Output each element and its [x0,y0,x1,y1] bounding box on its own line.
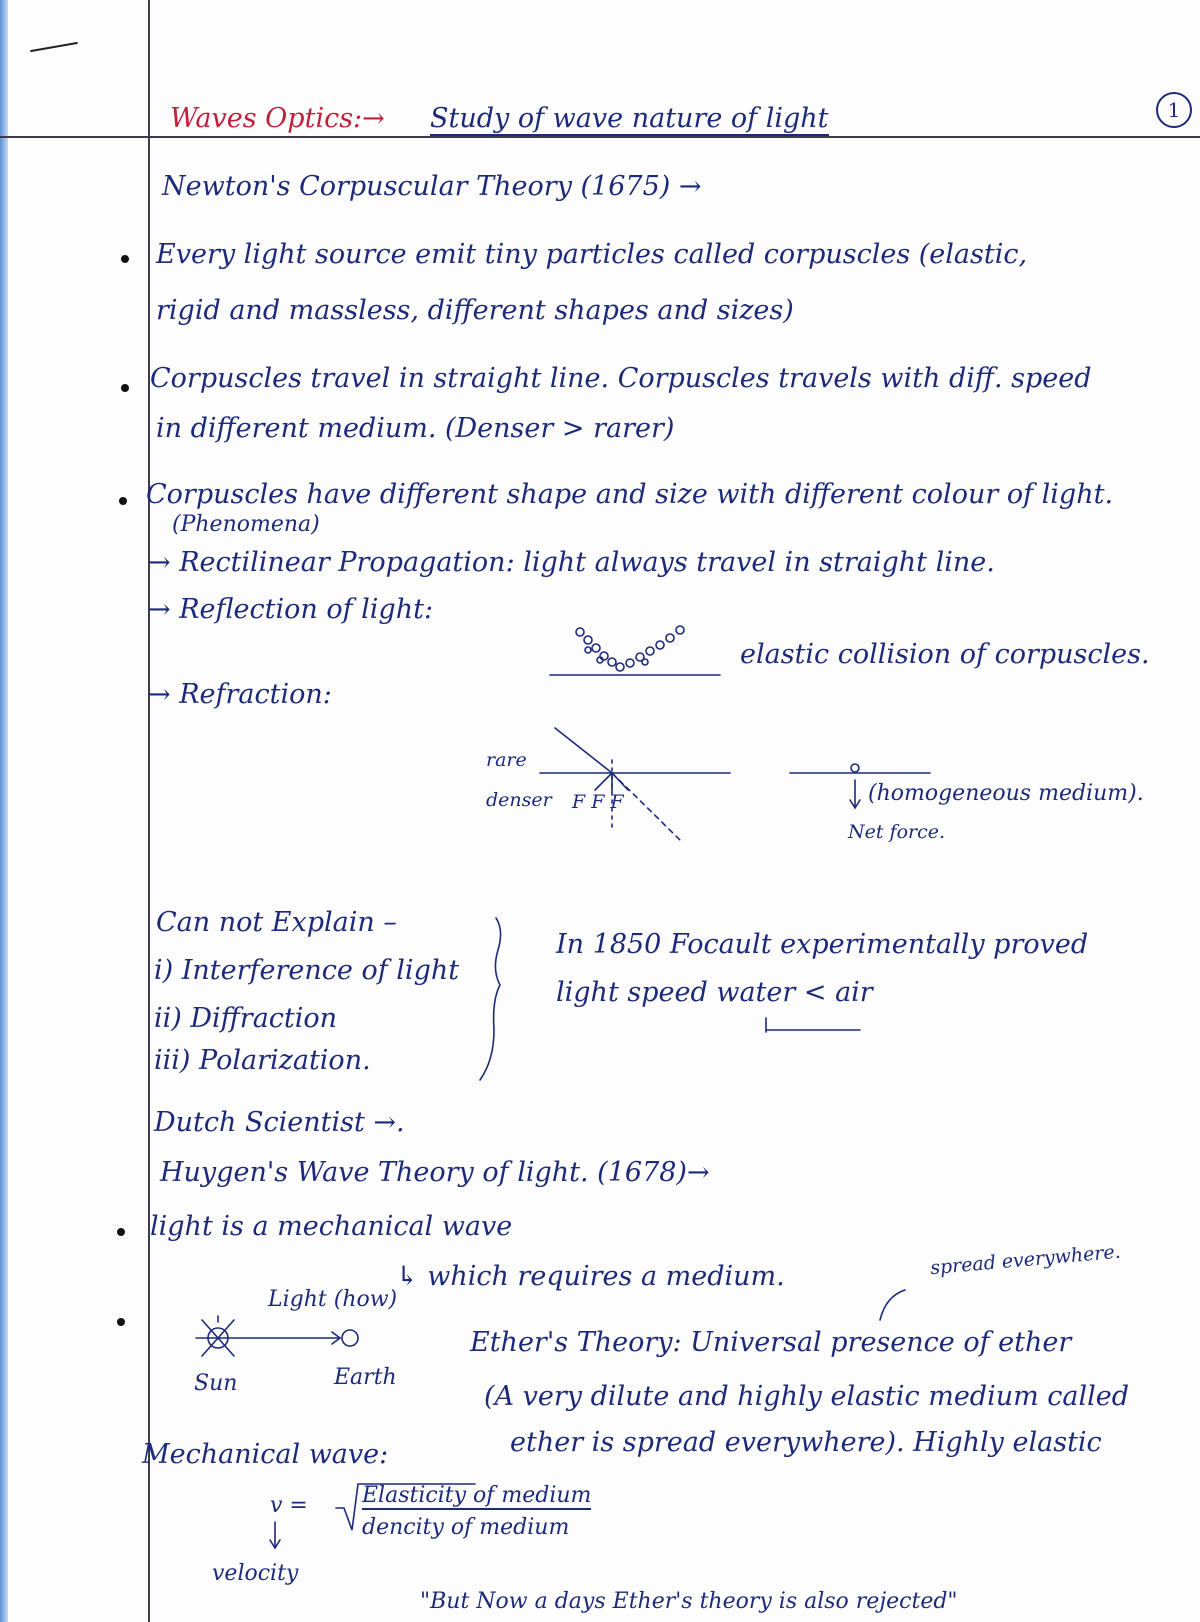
light-how-label: Light (how) [268,1287,398,1312]
corpuscle-circles [576,626,684,671]
foucault-line1: In 1850 Focault experimentally proved [556,929,1089,960]
requires-medium: ↳ which requires a medium. [396,1261,785,1292]
rarer-label: rare [486,749,527,771]
heading-title: Waves Optics:→ [170,103,385,134]
phenomena-label: (Phenomena) [172,512,320,537]
incident-ray [555,728,612,773]
netforce-label: Net force. [848,821,946,843]
formula-numerator: Elasticity of medium [362,1484,591,1510]
ether-line2: (A very dilute and highly elastic medium called [484,1381,1130,1412]
cannot-explain-item: ii) Diffraction [154,1003,338,1034]
force-arrow [612,773,628,790]
newton-title: Newton's Corpuscular Theory (1675) → [162,171,702,202]
mechanical-wave-label: Mechanical wave: [142,1439,389,1470]
huygens-title: Huygen's Wave Theory of light. (1678)→ [160,1157,710,1188]
but-now-note: "But Now a days Ether's theory is also rejected" [420,1589,958,1614]
huygens-bullet1: light is a mechanical wave [150,1211,513,1242]
newton-bullet2-line2: in different medium. (Denser > rarer) [156,413,675,444]
sun-label: Sun [194,1371,238,1396]
phenomenon-rectilinear: → Rectilinear Propagation: light always travel in straight line. [148,547,995,578]
newton-bullet2-line1: Corpuscles travel in straight line. Corpuscles travels with diff. speed [150,363,1092,394]
newton-bullet3-line1: Corpuscles have different shape and size with different colour of light. [146,479,1114,510]
phenomenon-reflection: → Reflection of light: [148,594,434,625]
velocity-label: velocity [212,1561,299,1586]
spread-note: spread everywhere. [929,1240,1122,1280]
spread-pointer [880,1290,905,1320]
homogeneous-particle [851,764,859,772]
cannot-explain-item: i) Interference of light [154,955,460,986]
ether-line1: Ether's Theory: Universal presence of ether [470,1327,1072,1358]
curly-brace [480,918,501,1080]
formula-denominator: dencity of medium [362,1515,570,1540]
denser-label: denser [486,789,552,811]
sqrt-sign [336,1484,475,1530]
reflection-note: elastic collision of corpuscles. [740,639,1150,670]
cannot-explain-title: Can not Explain – [156,907,397,938]
cannot-explain-item: iii) Polarization. [154,1045,371,1076]
force-labels: F F F [572,791,624,813]
ether-line3: ether is spread everywhere). Highly elastic [510,1427,1102,1458]
newton-bullet1-line2: rigid and massless, different shapes and sizes) [156,295,794,326]
phenomenon-refraction: → Refraction: [148,679,332,710]
homogeneous-note: (homogeneous medium). [868,781,1144,806]
v-symbol: v = [270,1493,308,1518]
page-number: 1 [1156,92,1192,128]
force-arrow [595,773,612,790]
earth-label: Earth [334,1365,397,1390]
newton-bullet1-line1: Every light source emit tiny particles called corpuscles (elastic, [156,239,1028,270]
dutch-scientist: Dutch Scientist →. [154,1107,405,1138]
earth-circle [342,1330,358,1346]
foucault-line2: light speed water < air [556,977,873,1008]
heading-subtitle: Study of wave nature of light [430,103,829,134]
